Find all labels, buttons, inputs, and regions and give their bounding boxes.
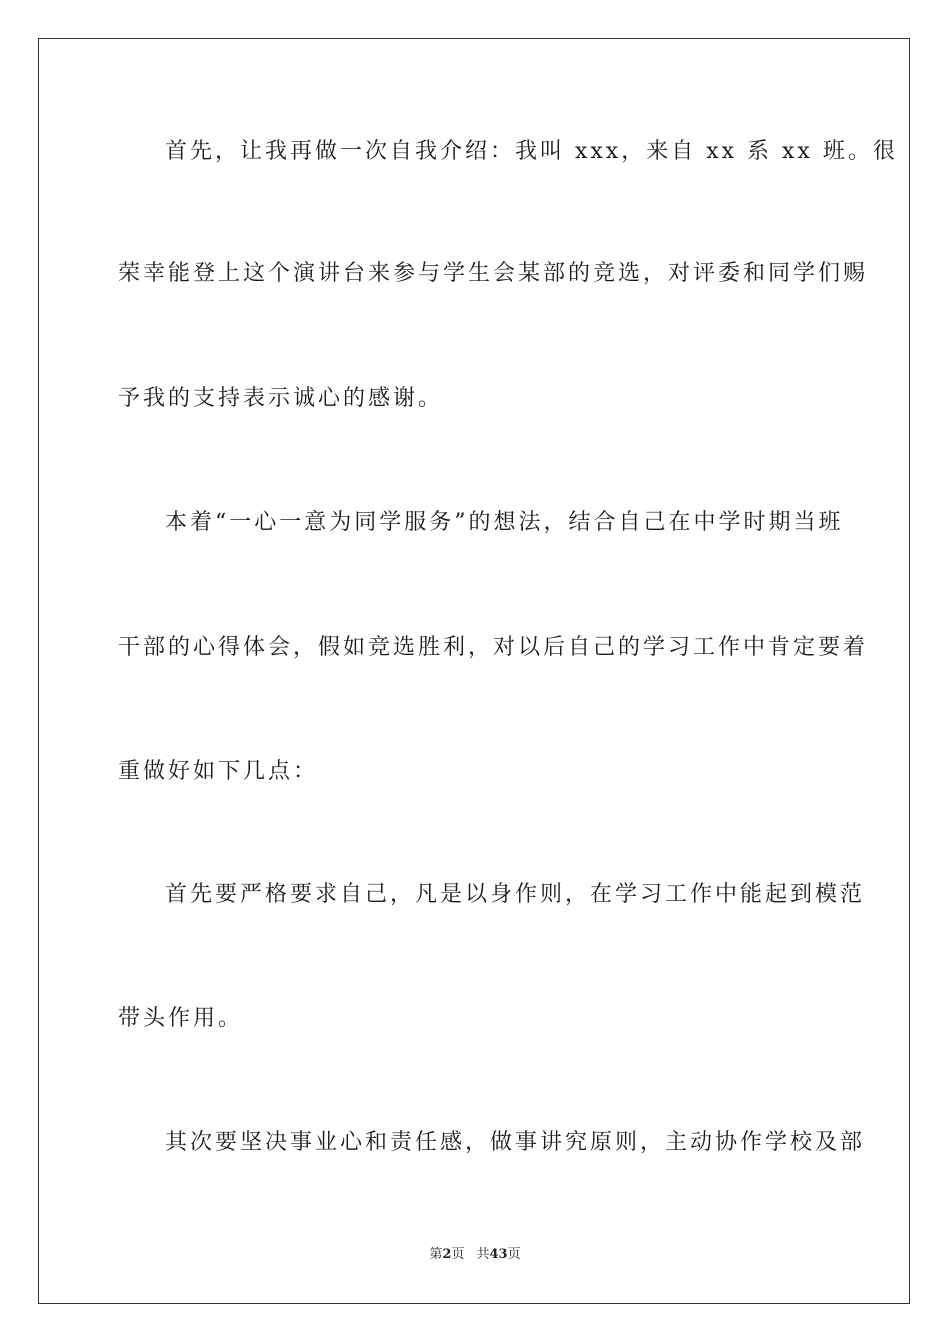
paragraph-2-line-2: 干部的心得体会，假如竞选胜利，对以后自己的学习工作中肯定要着 xyxy=(118,635,869,660)
page-prefix: 第 xyxy=(429,1247,443,1262)
page-footer xyxy=(0,1246,950,1264)
paragraph-3-line-2: 带头作用。 xyxy=(118,1006,244,1031)
paragraph-3-line-1: 首先要严格要求自己，凡是以身作则，在学习工作中能起到模范 xyxy=(165,882,866,907)
total-prefix: 共 xyxy=(476,1247,490,1262)
paragraph-2-line-1: 本着“一心一意为同学服务”的想法，结合自己在中学时期当班 xyxy=(165,510,844,535)
page-border xyxy=(38,38,910,1304)
paragraph-1-line-2: 荣幸能登上这个演讲台来参与学生会某部的竞选，对评委和同学们赐 xyxy=(118,261,869,286)
paragraph-2-line-3: 重做好如下几点： xyxy=(118,759,319,784)
total-pages: 43 xyxy=(489,1247,508,1262)
paragraph-1-line-1: 首先，让我再做一次自我介绍：我叫 xxx，来自 xx 系 xx 班。很 xyxy=(165,139,898,164)
page-number: 2 xyxy=(442,1247,452,1262)
total-suffix: 页 xyxy=(507,1247,521,1262)
paragraph-4-line-1: 其次要坚决事业心和责任感，做事讲究原则，主动协作学校及部 xyxy=(165,1130,866,1155)
paragraph-1-line-3: 予我的支持表示诚心的感谢。 xyxy=(118,386,444,411)
page-suffix: 页 xyxy=(451,1247,465,1262)
